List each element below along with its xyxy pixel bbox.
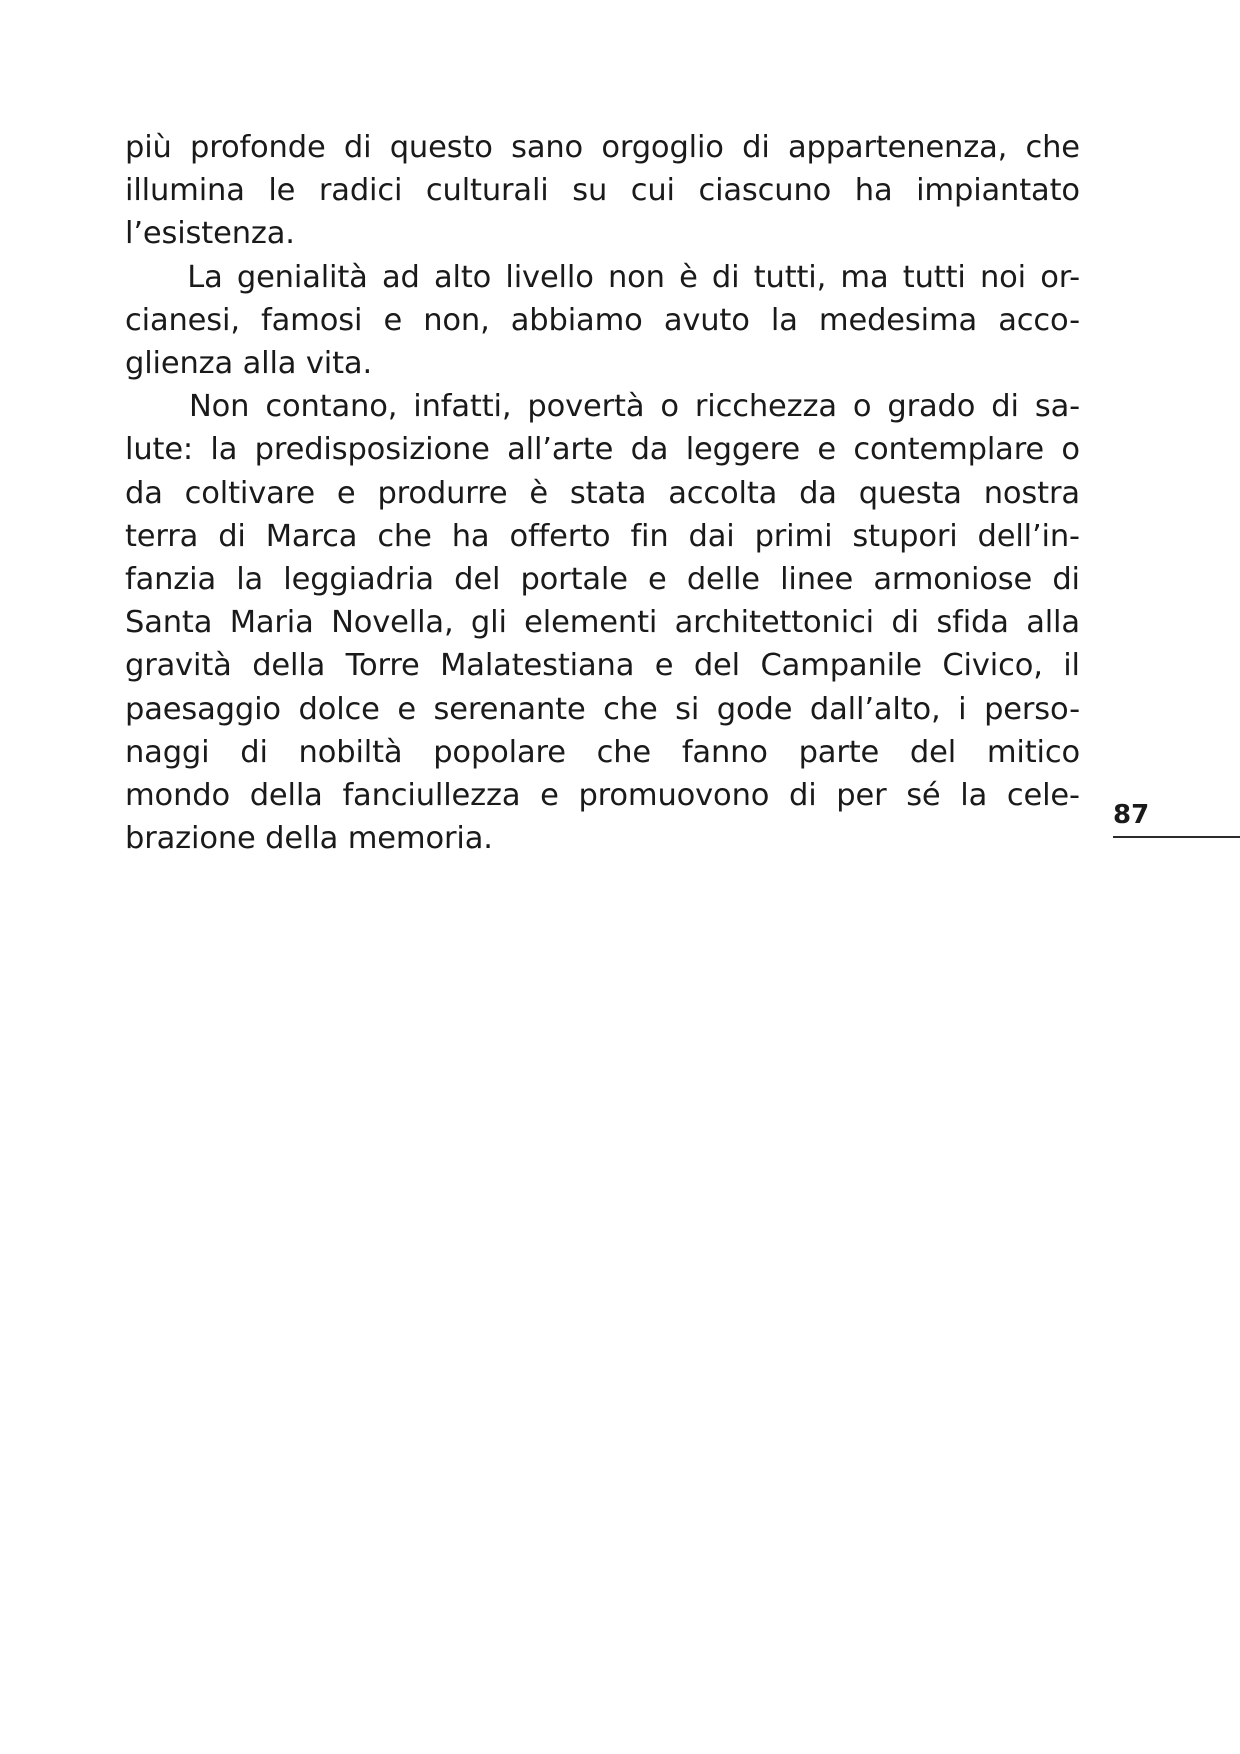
text-line xyxy=(125,601,1080,644)
word: elementi xyxy=(524,605,658,641)
word: questo xyxy=(389,130,493,165)
text-line xyxy=(125,731,1080,774)
word: Novella, xyxy=(331,605,454,641)
text-line xyxy=(125,126,1080,169)
word: architettonici xyxy=(674,605,875,641)
word: lute: xyxy=(125,432,194,468)
word: Campanile xyxy=(760,648,922,684)
word: contemplare xyxy=(853,432,1045,468)
word: tutti, xyxy=(753,259,827,295)
word: da xyxy=(799,475,837,511)
word: all’arte xyxy=(507,432,614,468)
text-line xyxy=(125,558,1080,601)
word: La xyxy=(187,259,223,295)
word: ciascuno xyxy=(698,173,832,209)
paragraph-indent xyxy=(125,256,173,299)
word: della xyxy=(255,821,339,857)
word: delle xyxy=(686,562,760,598)
word: si xyxy=(675,691,700,727)
word: che xyxy=(1025,130,1080,165)
word: dall’alto, xyxy=(809,691,941,727)
word: abbiamo xyxy=(510,302,643,338)
word: genialità xyxy=(236,259,368,295)
word: e xyxy=(648,562,667,598)
text-line xyxy=(125,385,1080,428)
word: vita. xyxy=(296,346,373,382)
word: della xyxy=(249,778,323,814)
word: povertà xyxy=(527,389,645,425)
word: glienza xyxy=(125,346,234,382)
word: o xyxy=(1061,432,1080,468)
word: sano xyxy=(511,130,584,165)
paragraph-genialita xyxy=(125,256,1080,386)
word: è xyxy=(679,259,698,295)
word: gli xyxy=(470,605,507,641)
word: primi xyxy=(754,518,833,554)
word: stata xyxy=(569,475,647,511)
paragraph-non-contano xyxy=(125,385,1080,860)
text-line xyxy=(125,299,1080,342)
word: accolta xyxy=(668,475,778,511)
word: predisposizione xyxy=(254,432,490,468)
word: la xyxy=(960,778,988,814)
word: che xyxy=(596,734,652,770)
word: impiantato xyxy=(916,173,1080,209)
word: stupori xyxy=(852,518,958,554)
word: or- xyxy=(1040,259,1080,295)
word: mitico xyxy=(986,734,1080,770)
word: ma xyxy=(840,259,889,295)
word: di xyxy=(742,130,770,165)
word: grado xyxy=(887,389,976,425)
word: questa xyxy=(858,475,962,511)
word: coltivare xyxy=(184,475,316,511)
text-line xyxy=(125,774,1080,817)
word: infatti, xyxy=(413,389,512,425)
word: famosi xyxy=(261,302,363,338)
word: alla xyxy=(233,346,297,382)
word: ad xyxy=(381,259,420,295)
word: gravità xyxy=(125,648,232,684)
word: brazione xyxy=(125,821,256,857)
text-line xyxy=(125,817,1080,860)
word: su xyxy=(572,173,608,209)
word: del xyxy=(454,562,501,598)
word: sfida xyxy=(936,605,1009,641)
word: l’esistenza. xyxy=(125,216,295,252)
word: serenante xyxy=(433,691,586,727)
word: di xyxy=(218,518,246,554)
word: del xyxy=(693,648,740,684)
word: di xyxy=(891,605,919,641)
word: di xyxy=(1052,562,1080,598)
word: e xyxy=(540,778,559,814)
word: naggi xyxy=(125,734,210,770)
word: ha xyxy=(451,518,490,554)
word: parte xyxy=(798,734,880,770)
word: le xyxy=(268,173,296,209)
paragraph-continued xyxy=(125,126,1080,256)
word: cele- xyxy=(1006,778,1080,814)
word: alla xyxy=(1026,605,1080,641)
text-line xyxy=(125,644,1080,687)
word: leggiadria xyxy=(283,562,434,598)
word: sa- xyxy=(1034,389,1080,425)
word: armoniose xyxy=(873,562,1033,598)
word: Maria xyxy=(229,605,314,641)
paragraph-indent xyxy=(125,385,173,428)
word: fin xyxy=(630,518,669,554)
folio-rule xyxy=(1113,836,1240,838)
word: più xyxy=(125,130,172,165)
word: Torre xyxy=(345,648,420,684)
word: memoria. xyxy=(338,821,493,857)
word: appartenenza, xyxy=(787,130,1008,165)
text-line xyxy=(125,169,1080,212)
word: profonde xyxy=(190,130,326,165)
word: nobiltà xyxy=(298,734,403,770)
word: di xyxy=(240,734,268,770)
word: che xyxy=(603,691,658,727)
text-line xyxy=(125,342,1080,385)
word: Non xyxy=(189,389,250,425)
word: contano, xyxy=(265,389,398,425)
word: popolare xyxy=(433,734,566,770)
word: sé xyxy=(906,778,941,814)
word: promuovono xyxy=(578,778,770,814)
word: radici xyxy=(318,173,403,209)
word: e xyxy=(383,302,403,338)
page-folio xyxy=(1113,800,1240,838)
word: livello xyxy=(505,259,594,295)
word: non, xyxy=(423,302,490,338)
word: Marca xyxy=(265,518,358,554)
word: noi xyxy=(979,259,1026,295)
word: illumina xyxy=(125,173,245,209)
word: paesaggio xyxy=(125,691,281,727)
word: avuto xyxy=(663,302,750,338)
word: e xyxy=(336,475,356,511)
word: e xyxy=(397,691,416,727)
word: cui xyxy=(630,173,675,209)
word: da xyxy=(125,475,163,511)
word: la xyxy=(770,302,798,338)
word: fanno xyxy=(681,734,768,770)
word: perso- xyxy=(984,691,1080,727)
word: Civico, xyxy=(942,648,1043,684)
word: non xyxy=(607,259,665,295)
word: di xyxy=(711,259,740,295)
word: alto xyxy=(433,259,492,295)
word: culturali xyxy=(425,173,549,209)
text-line xyxy=(125,212,1080,255)
text-line xyxy=(125,428,1080,471)
word: di xyxy=(991,389,1019,425)
word: offerto xyxy=(509,518,611,554)
word: portale xyxy=(520,562,628,598)
word: orgoglio xyxy=(601,130,724,165)
word: Santa xyxy=(125,605,213,641)
word: produrre xyxy=(377,475,508,511)
word: fanciullezza xyxy=(342,778,521,814)
word: del xyxy=(909,734,957,770)
text-line xyxy=(125,688,1080,731)
word: per xyxy=(836,778,887,814)
word: la xyxy=(210,432,238,468)
text-line xyxy=(125,515,1080,558)
word: fanzia xyxy=(125,562,217,598)
word: linee xyxy=(780,562,854,598)
word: medesima xyxy=(818,302,978,338)
word: gode xyxy=(716,691,793,727)
word: ha xyxy=(854,173,893,209)
word: è xyxy=(529,475,548,511)
page-number: 87 xyxy=(1113,800,1150,830)
word: dolce xyxy=(298,691,380,727)
word: cianesi, xyxy=(125,302,240,338)
word: dell’in- xyxy=(977,518,1080,554)
word: il xyxy=(1063,648,1080,684)
word: o xyxy=(852,389,872,425)
word: ricchezza xyxy=(694,389,837,425)
word: e xyxy=(654,648,674,684)
word: tutti xyxy=(902,259,966,295)
word: acco- xyxy=(998,302,1080,338)
word: che xyxy=(377,518,432,554)
word: terra xyxy=(125,518,199,554)
word: i xyxy=(958,691,967,727)
word: mondo xyxy=(125,778,230,814)
word: di xyxy=(788,778,817,814)
word: nostra xyxy=(983,475,1080,511)
word: della xyxy=(252,648,326,684)
word: e xyxy=(817,432,836,468)
text-line xyxy=(125,256,1080,299)
word: la xyxy=(236,562,264,598)
word: o xyxy=(660,389,679,425)
word: dai xyxy=(688,518,735,554)
word: Malatestiana xyxy=(440,648,635,684)
word: da xyxy=(630,432,669,468)
text-line xyxy=(125,472,1080,515)
word: di xyxy=(343,130,372,165)
word: leggere xyxy=(685,432,800,468)
body-text-column xyxy=(125,126,1080,860)
